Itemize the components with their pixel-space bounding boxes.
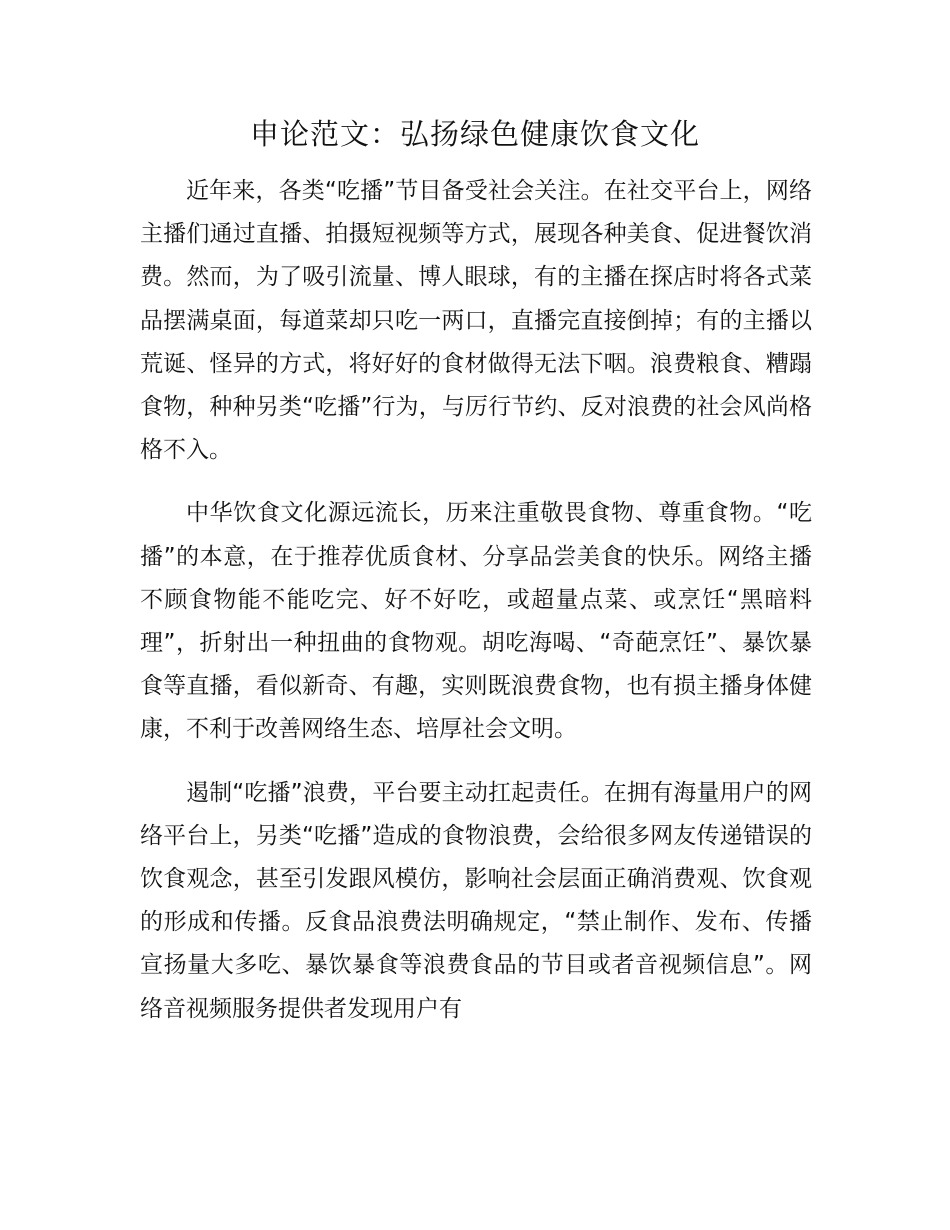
- document-body: [140, 170, 812, 1051]
- paragraph-3: 遏制“吃播”浪费，平台要主动扛起责任。在拥有海量用户的网络平台上，另类“吃播”造成的食物浪费，会给很多网友传递错误的饮食观念，甚至引发跟风模仿，影响社会层面正确消费观、饮食观的形成和传播。反食品浪费法明确规定，“禁止制作、发布、传播宣扬量大多吃、暴饮暴食等浪费食品的节目或者音视频信息”。网络音视频服务提供者发现用户有: [140, 779, 812, 1022]
- paragraph-1: 近年来，各类“吃播”节目备受社会关注。在社交平台上，网络主播们通过直播、拍摄短视频等方式，展现各种美食、促进餐饮消费。然而，为了吸引流量、博人眼球，有的主播在探店时将各式菜品摆满桌面，每道菜却只吃一两口，直播完直接倒掉；有的主播以荒诞、怪异的方式，将好好的食材做得无法下咽。浪费粮食、糟蹋食物，种种另类“吃播”行为，与厉行节约、反对浪费的社会风尚格格不入。: [140, 178, 812, 464]
- document-title: 申论范文：弘扬绿色健康饮食文化: [249, 117, 700, 151]
- paragraph-2: 中华饮食文化源远流长，历来注重敬畏食物、尊重食物。“吃播”的本意，在于推荐优质食材、分享品尝美食的快乐。网络主播不顾食物能不能吃完、好不好吃，或超量点菜、或烹饪“黑暗料理”，折射出一种扭曲的食物观。胡吃海喝、“奇葩烹饪”、暴饮暴食等直播，看似新奇、有趣，实则既浪费食物，也有损主播身体健康，不利于改善网络生态、培厚社会文明。: [140, 500, 812, 743]
